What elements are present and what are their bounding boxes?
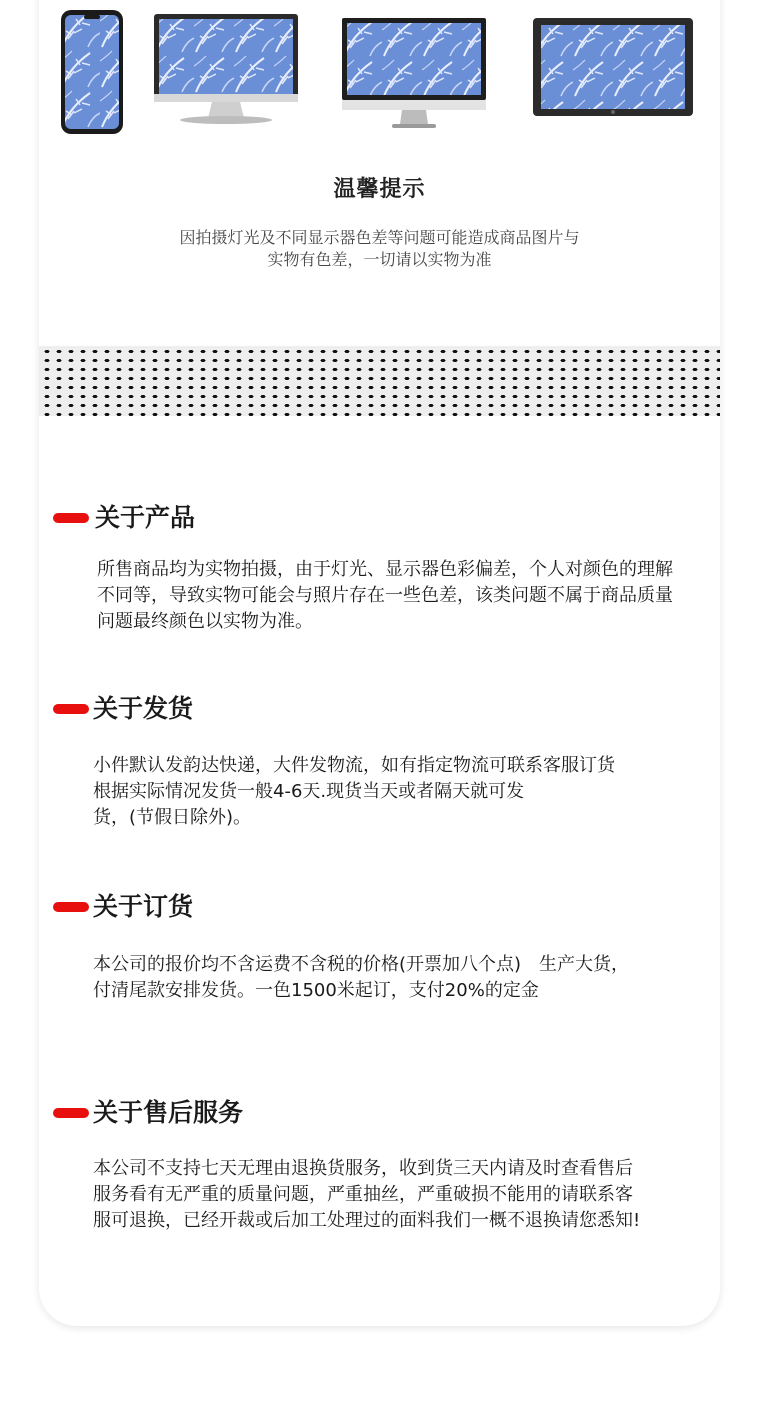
tablet-icon xyxy=(533,18,693,118)
body-line: 本公司不支持七天无理由退换货服务，收到货三天内请及时查看售后 xyxy=(93,1158,633,1179)
red-bar-icon xyxy=(53,513,89,523)
imac-monitor-icon xyxy=(154,14,298,126)
body-line: 服务看有无严重的质量问题，严重抽丝，严重破损不能用的请联系客 xyxy=(93,1184,633,1205)
body-line: 小件默认发韵达快递，大件发物流，如有指定物流可联系客服订货 xyxy=(93,755,615,776)
body-line: 付清尾款安排发货。一色1500米起订，支付20%的定金 xyxy=(93,980,539,1001)
phone-icon xyxy=(60,9,124,135)
dotted-divider xyxy=(39,346,720,416)
body-line: 根据实际情况发货一般4-6天.现货当天或者隔天就可发 xyxy=(93,781,525,802)
red-bar-icon xyxy=(53,1108,89,1118)
body-line: 不同等，导致实物可能会与照片存在一些色差，该类问题不属于商品质量 xyxy=(97,585,673,606)
body-line: 服可退换，已经开裁或后加工处理过的面料我们一概不退换请您悉知! xyxy=(93,1210,641,1231)
section-shipping-body xyxy=(93,753,615,831)
section-ordering-title: 关于订货 xyxy=(93,892,194,921)
section-ordering-body xyxy=(93,952,629,1004)
body-line: 本公司的报价均不含运费不含税的价格(开票加八个点) 生产大货， xyxy=(93,954,630,975)
section-product-body xyxy=(97,557,673,635)
body-line: 货，(节假日除外)。 xyxy=(93,807,252,828)
tips-line: 实物有色差，一切请以实物为准 xyxy=(267,250,492,269)
section-aftersales-body xyxy=(93,1156,640,1234)
body-line: 所售商品均为实物拍摄，由于灯光、显示器色彩偏差，个人对颜色的理解 xyxy=(97,559,673,580)
red-bar-icon xyxy=(53,704,89,714)
red-bar-icon xyxy=(53,902,89,912)
tips-text xyxy=(39,227,720,271)
section-aftersales-title: 关于售后服务 xyxy=(93,1098,244,1127)
tips-line: 因拍摄灯光及不同显示器色差等问题可能造成商品图片与 xyxy=(179,228,580,247)
desktop-monitor-icon xyxy=(342,18,486,132)
section-shipping-title: 关于发货 xyxy=(93,694,194,723)
body-line: 问题最终颜色以实物为准。 xyxy=(97,611,313,632)
tips-title: 温馨提示 xyxy=(333,177,426,202)
section-product-title: 关于产品 xyxy=(95,503,196,532)
